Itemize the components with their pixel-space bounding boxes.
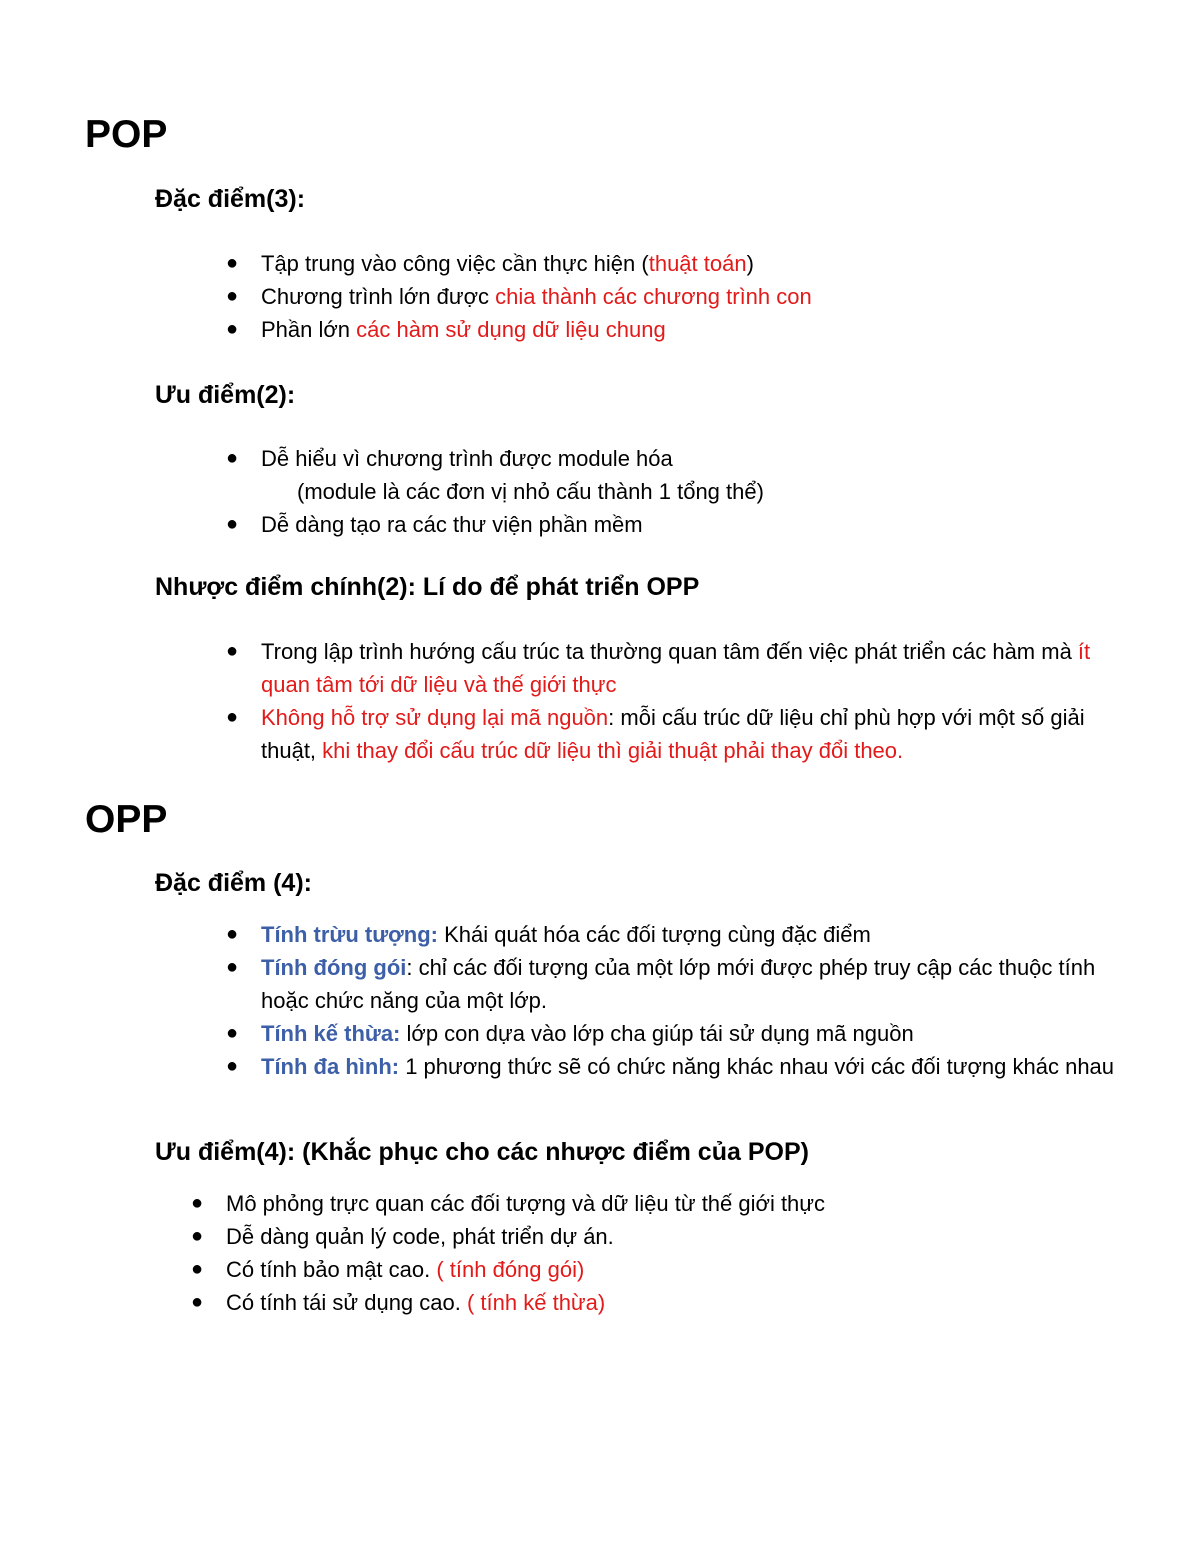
bullet-icon: ● — [190, 1192, 204, 1214]
list-item: ● Dễ hiểu vì chương trình được module hóa (module là các đơn vị nhỏ cấu thành 1 tổng thể) — [225, 442, 1115, 508]
pop-disadvantages-list — [225, 635, 1115, 767]
pop-advantages-heading: Ưu điểm(2): — [155, 381, 296, 409]
opp-advantages-list — [190, 1187, 1090, 1319]
list-item: ● Chương trình lớn được chia thành các chương trình con — [225, 280, 1115, 313]
bullet-icon: ● — [225, 956, 239, 978]
list-item: ● Phần lớn các hàm sử dụng dữ liệu chung — [225, 313, 1115, 346]
pop-advantages-list — [225, 442, 1115, 541]
bullet-icon: ● — [190, 1258, 204, 1280]
list-item: ● Không hỗ trợ sử dụng lại mã nguồn: mỗi cấu trúc dữ liệu chỉ phù hợp với một số giải thuật, khi thay đổi cấu trúc dữ liệu thì giải thuật phải thay đổi theo. — [225, 701, 1115, 767]
bullet-icon: ● — [225, 252, 239, 274]
list-item: ● Có tính tái sử dụng cao. ( tính kế thừa) — [190, 1286, 1090, 1319]
bullet-icon: ● — [225, 1022, 239, 1044]
bullet-icon: ● — [225, 318, 239, 340]
list-item: ● Dễ dàng tạo ra các thư viện phần mềm — [225, 508, 1115, 541]
bullet-icon: ● — [225, 447, 239, 469]
list-item: ● Có tính bảo mật cao. ( tính đóng gói) — [190, 1253, 1090, 1286]
list-item: ● Tính đóng gói: chỉ các đối tượng của một lớp mới được phép truy cập các thuộc tính hoặc chức năng của một lớp. — [225, 951, 1115, 1017]
bullet-icon: ● — [190, 1291, 204, 1313]
bullet-icon: ● — [190, 1225, 204, 1247]
opp-advantages-heading: Ưu điểm(4): (Khắc phục cho các nhược điểm của POP) — [155, 1138, 809, 1166]
bullet-icon: ● — [225, 1055, 239, 1077]
bullet-icon: ● — [225, 285, 239, 307]
bullet-icon: ● — [225, 640, 239, 662]
section-title-pop: POP — [85, 113, 168, 156]
list-item: ● Mô phỏng trực quan các đối tượng và dữ liệu từ thế giới thực — [190, 1187, 1090, 1220]
list-item: ● Tập trung vào công việc cần thực hiện (thuật toán) — [225, 247, 1115, 280]
section-title-opp: OPP — [85, 798, 168, 841]
list-item: ● Trong lập trình hướng cấu trúc ta thường quan tâm đến việc phát triển các hàm mà ít quan tâm tới dữ liệu và thế giới thực — [225, 635, 1115, 701]
list-item: ● Tính kế thừa: lớp con dựa vào lớp cha giúp tái sử dụng mã nguồn — [225, 1017, 1115, 1050]
bullet-icon: ● — [225, 923, 239, 945]
opp-features-heading: Đặc điểm (4): — [155, 869, 312, 897]
list-item: ● Tính đa hình: 1 phương thức sẽ có chức năng khác nhau với các đối tượng khác nhau — [225, 1050, 1115, 1083]
bullet-icon: ● — [225, 706, 239, 728]
pop-disadvantages-heading: Nhược điểm chính(2): Lí do để phát triển OPP — [155, 573, 700, 601]
bullet-icon: ● — [225, 513, 239, 535]
list-item: ● Tính trừu tượng: Khái quát hóa các đối tượng cùng đặc điểm — [225, 918, 1115, 951]
pop-features-list — [225, 247, 1115, 346]
pop-features-heading: Đặc điểm(3): — [155, 185, 306, 213]
opp-features-list — [225, 918, 1115, 1083]
list-item: ● Dễ dàng quản lý code, phát triển dự án. — [190, 1220, 1090, 1253]
